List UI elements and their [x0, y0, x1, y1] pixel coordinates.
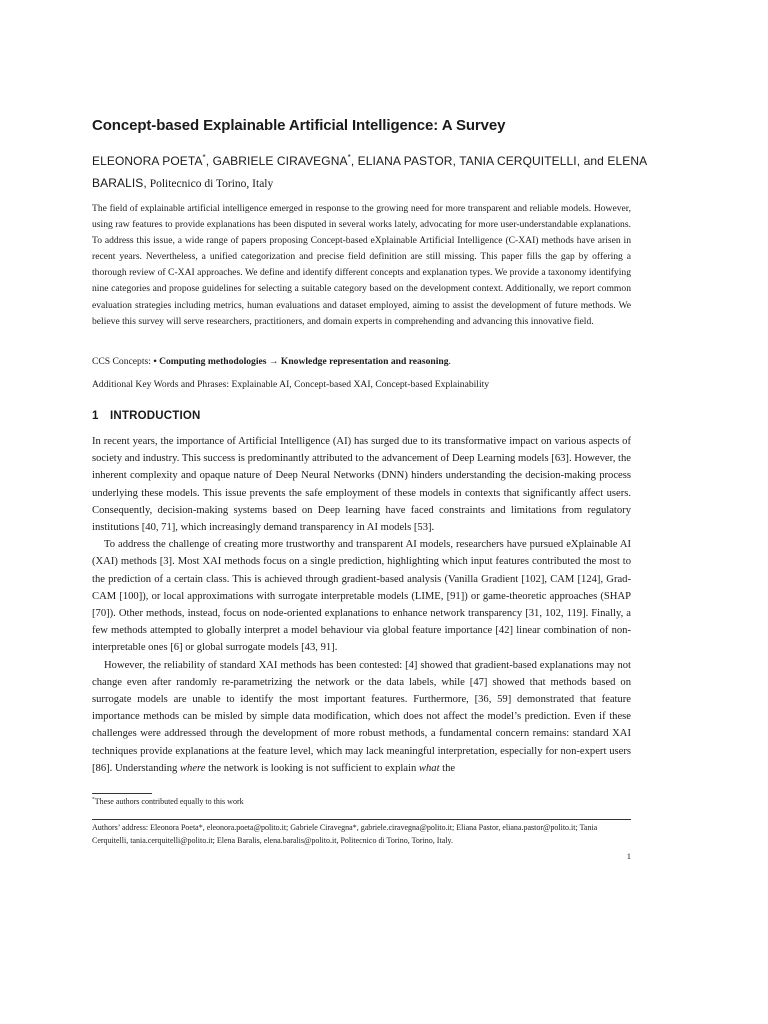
author-name: GABRIELE CIRAVEGNA	[212, 154, 348, 168]
section-title: INTRODUCTION	[110, 410, 201, 422]
ccs-bullet: •	[153, 356, 160, 367]
footnote	[92, 796, 631, 808]
emphasis: what	[418, 762, 440, 774]
section-number: 1	[92, 410, 99, 422]
introduction-body	[92, 433, 631, 777]
ccs-concepts	[92, 354, 631, 370]
paragraph: In recent years, the importance of Artificial Intelligence (AI) has surged due to its transformative impact on various aspects of society and industry. This success is predominantly attributed to the advancement of Deep Learning models [63]. However, the inherent complexity and opaque nature of Deep Neural Networks (DNN) hinders understanding the decision-making process underlying these models. This issue prevents the safe employment of these models in contexts that significantly affect users. Consequently, decision-making systems based on Deep learning have faced constraints and limitations from regulatory institutions [40, 71], which increasingly demand transparency in AI models [53].	[92, 436, 631, 534]
paragraph-text: the	[439, 762, 456, 774]
abstract: The field of explainable artificial intelligence emerged in response to the growing need for more transparent and reliable models. However, using raw features to provide explanations has been disputed in several works lately, advocating for more user-understandable explanations. To address this issue, a wide range of papers proposing Concept-based eXplainable Artificial Intelligence (C-XAI) methods have arisen in recent years. Nevertheless, a unified categorization and precise field definition are still missing. This paper fills the gap by offering a thorough review of C-XAI approaches. We define and identify different concepts and explanation types. We provide a taxonomy identifying nine categories and propose guidelines for selecting a suitable category based on the development context. Additionally, we report common evaluation strategies including metrics, human evaluations and dataset employed, aiming to assist the development of future methods. We believe this survey will serve researchers, practitioners, and domain experts in comprehending and advancing this innovative field.	[92, 203, 631, 327]
page-number: 1	[626, 851, 631, 861]
equal-contribution-mark: *	[347, 153, 351, 162]
paper-title: Concept-based Explainable Artificial Intelligence: A Survey	[92, 117, 506, 134]
paragraph-text: However, the reliability of standard XAI methods has been contested: [4] showed that gradient-based explanations may not change even after randomly re-parametrizing the network or the data labels, while [47] showed that methods based on surrogate models are unable to identify the most important features. Furthermore, [36, 59] demonstrated that feature importance methods can be misled by simple data modification, which does not affect the model’s prediction. Even if these challenges were addressed through the development of more robust methods, a fundamental concern remains: standard XAI techniques provide explanations at the feature level, which may lack meaningful interpretation, especially for non-expert users [86]. Understanding	[92, 659, 631, 774]
paragraph	[92, 657, 631, 777]
keywords: Additional Key Words and Phrases: Explainable AI, Concept-based XAI, Concept-based Explainability	[92, 379, 490, 390]
footnote-rule	[92, 793, 152, 794]
authors-address: Authors’ address: Eleonora Poeta*, eleonora.poeta@polito.it; Gabriele Ciravegna*, gabriele.ciravegna@polito.it; Eliana Pastor, eliana.pastor@polito.it; Tania Cerquitelli, tania.cerquitelli@polito.it; Elena Baralis, elena.baralis@polito.it, Politecnico di Torino, Torino, Italy.	[92, 823, 598, 845]
ccs-label: CCS Concepts:	[92, 356, 154, 367]
address-rule	[92, 819, 631, 820]
author-list	[92, 150, 652, 195]
equal-contribution-mark: *	[202, 153, 206, 162]
paragraph: To address the challenge of creating more trustworthy and transparent AI models, researchers have pursued eXplainable AI (XAI) methods [3]. Most XAI methods focus on a single prediction, highlighting which input features contributed the most to the prediction of a certain class. This is achieved through gradient-based analysis (Vanilla Gradient [102], CAM [124], Grad-CAM [100]), or local approximations with surrogate interpretable models (LIME, [91]) or game-theoretic approaches (SHAP [70]). Other methods, instead, focus on node-oriented explanations to enhance network transparency [31, 102, 119]. Finally, a few methods attempted to globally interpret a model behaviour via global feature importance [42] linear combination of non-interpretable ones [6] or global surrogate models [43, 91].	[92, 539, 631, 654]
ccs-value: Computing methodologies → Knowledge representation and reasoning	[159, 356, 449, 367]
ccs-end: .	[448, 356, 451, 367]
author-name: ELEONORA POETA	[92, 154, 203, 168]
footnote-text: These authors contributed equally to this work	[94, 797, 244, 806]
paragraph-text: the network is looking is not sufficient to explain	[205, 762, 419, 774]
footnote-mark: *	[92, 796, 95, 803]
author-names-rest: , ELIANA PASTOR, TANIA CERQUITELLI, and ELENA BARALIS,	[92, 154, 647, 190]
emphasis: where	[179, 762, 206, 774]
section-heading	[92, 410, 201, 422]
affiliation: Politecnico di Torino, Italy	[146, 178, 274, 190]
author-separator: ,	[205, 154, 213, 168]
